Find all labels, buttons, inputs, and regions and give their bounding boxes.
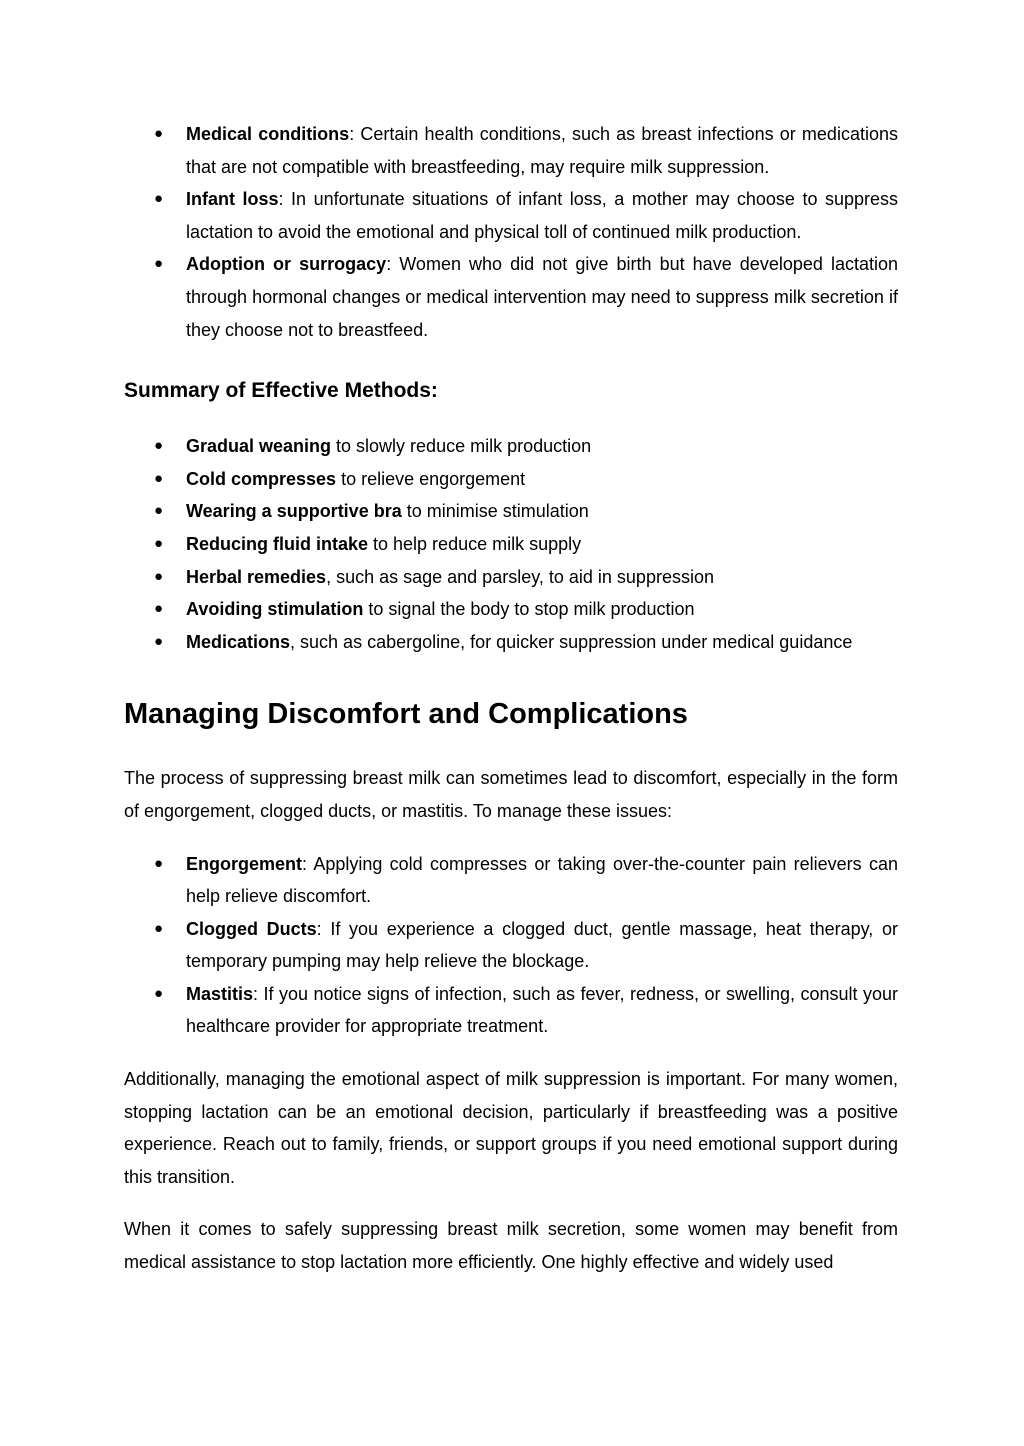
list-item-term: Medical conditions — [186, 124, 350, 144]
list-item-text: : Applying cold compresses or taking over-the-counter pain relievers can help relieve discomfort. — [186, 853, 898, 907]
list-item-text: , such as sage and parsley, to aid in suppression — [326, 566, 714, 587]
list-item-text: to slowly reduce milk production — [331, 436, 592, 457]
reasons-list — [124, 118, 898, 346]
list-item — [124, 118, 898, 183]
list-item-term: Medications — [186, 631, 291, 652]
list-item-term: Wearing a supportive bra — [186, 501, 402, 522]
bullet-icon: ● — [154, 190, 164, 208]
list-item-term: Engorgement — [186, 853, 303, 874]
list-item — [124, 495, 898, 528]
list-item-text: to relieve engorgement — [336, 468, 526, 489]
list-item — [124, 593, 898, 626]
bullet-icon: ● — [154, 534, 164, 552]
list-item-term: Herbal remedies — [186, 566, 327, 587]
list-item — [124, 183, 898, 248]
list-item-text: : In unfortunate situations of infant loss, a mother may choose to suppress lactation to avoid the emotional and physical toll of continued milk production. — [186, 189, 898, 242]
list-item — [124, 626, 898, 659]
list-item-term: Mastitis — [186, 983, 254, 1004]
bullet-icon: ● — [154, 854, 164, 872]
list-item-term: Avoiding stimulation — [186, 599, 364, 620]
bullet-icon: ● — [154, 125, 164, 142]
list-item — [124, 848, 898, 913]
bullet-icon: ● — [154, 984, 164, 1002]
bullet-icon: ● — [154, 255, 164, 273]
list-item-term: Gradual weaning — [186, 436, 332, 457]
bullet-icon: ● — [154, 469, 164, 487]
bullet-icon: ● — [154, 437, 164, 455]
list-item-text: , such as cabergoline, for quicker suppression under medical guidance — [290, 631, 853, 652]
list-item-term: Infant loss — [186, 189, 279, 210]
list-item — [124, 978, 898, 1043]
list-item-term: Adoption or surrogacy — [186, 254, 387, 275]
list-item — [124, 430, 898, 463]
bullet-icon: ● — [154, 502, 164, 520]
list-item-text: to signal the body to stop milk production — [363, 599, 695, 620]
list-item-term: Reducing fluid intake — [186, 533, 369, 554]
list-item-term: Clogged Ducts — [186, 918, 317, 939]
bullet-icon: ● — [154, 919, 164, 937]
list-item-text: to minimise stimulation — [401, 501, 589, 522]
list-item-text: : If you notice signs of infection, such as fever, redness, or swelling, consult your healthcare provider for appropriate treatment. — [186, 983, 898, 1037]
list-item — [124, 561, 898, 594]
list-item — [124, 528, 898, 561]
bullet-icon: ● — [154, 567, 164, 585]
list-item — [124, 248, 898, 346]
list-item-text: : Women who did not give birth but have developed lactation through hormonal changes or medical intervention may need to suppress milk secretion if they choose not to breastfeed. — [186, 254, 898, 340]
list-item-text: to help reduce milk supply — [368, 533, 582, 554]
medical-paragraph: When it comes to safely suppressing breast milk secretion, some women may benefit from medical assistance to stop lactation more efficiently. One highly effective and widely used — [124, 1219, 898, 1273]
emotional-paragraph: Additionally, managing the emotional aspect of milk suppression is important. For many women, stopping lactation can be an emotional decision, particularly if breastfeeding was a positive experience. Reach out to family, friends, or support groups if you need emotional support during this transition. — [124, 1069, 898, 1187]
methods-list — [124, 430, 898, 658]
document-page — [124, 118, 898, 1279]
list-item — [124, 463, 898, 496]
list-item-text: : Certain health conditions, such as breast infections or medications that are not compatible with breastfeeding, may require milk suppression. — [186, 124, 898, 177]
summary-heading: Summary of Effective Methods: — [124, 379, 438, 403]
section-heading: Managing Discomfort and Complications — [124, 698, 688, 731]
list-item-text: : If you experience a clogged duct, gentle massage, heat therapy, or temporary pumping may help relieve the blockage. — [186, 918, 898, 972]
bullet-icon: ● — [154, 632, 164, 650]
bullet-icon: ● — [154, 600, 164, 618]
list-item-term: Cold compresses — [186, 468, 337, 489]
list-item — [124, 913, 898, 978]
intro-paragraph: The process of suppressing breast milk can sometimes lead to discomfort, especially in the form of engorgement, clogged ducts, or mastitis. To manage these issues: — [124, 768, 898, 821]
issues-list — [124, 848, 898, 1044]
